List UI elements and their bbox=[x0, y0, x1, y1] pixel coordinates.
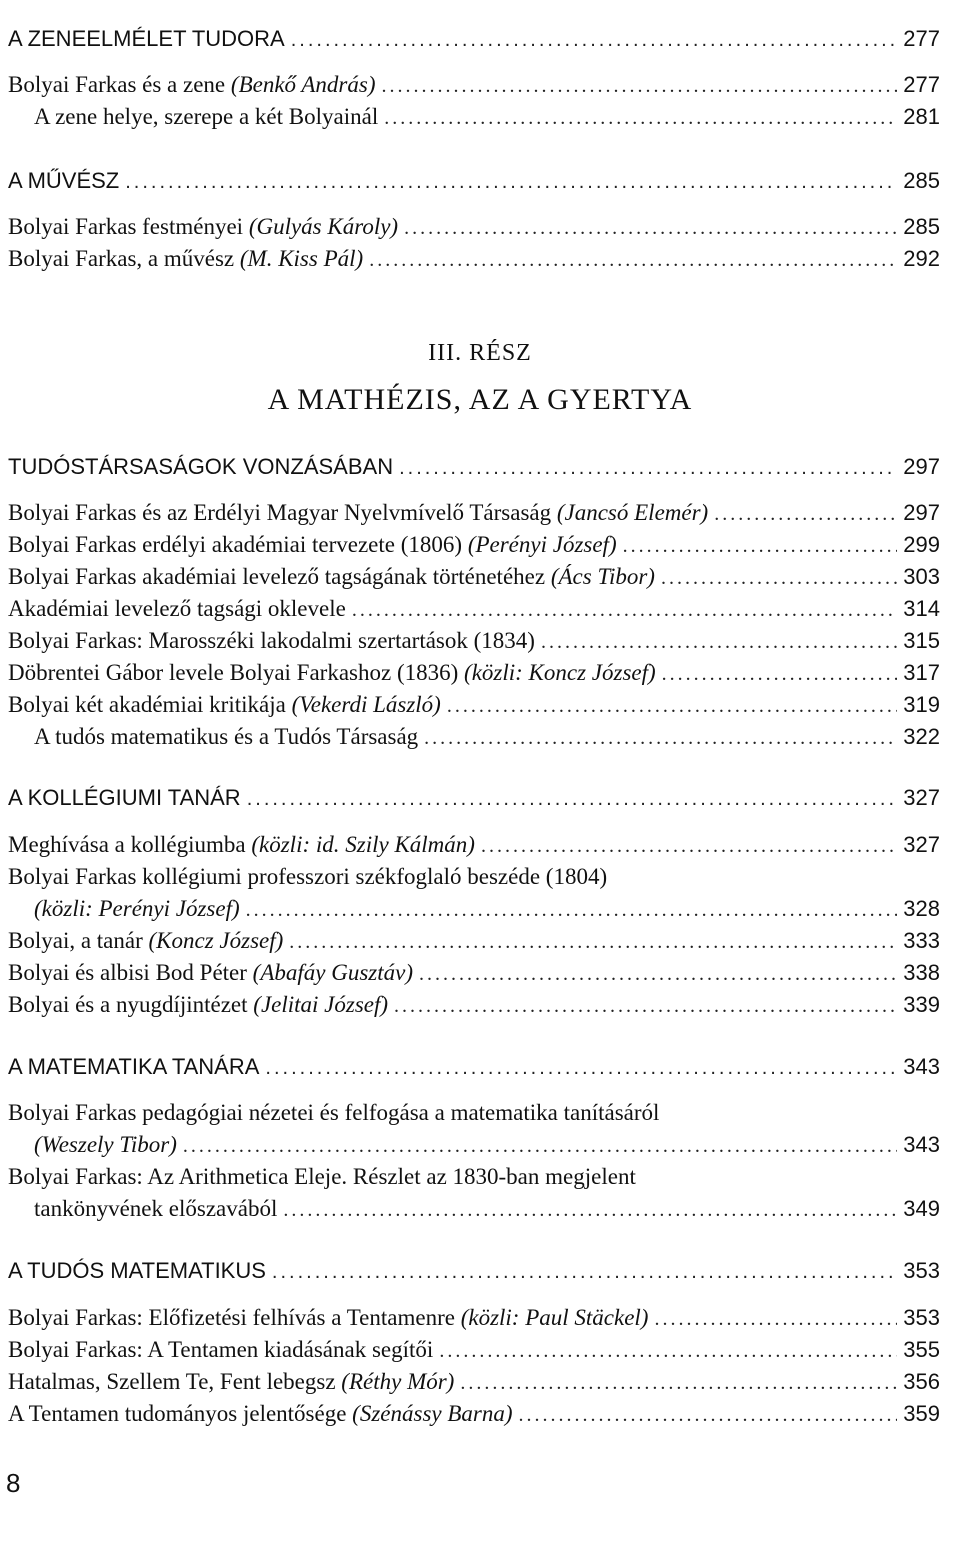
dot-leader bbox=[394, 991, 897, 1021]
dot-leader bbox=[272, 1257, 897, 1287]
entry-author: (közli: id. Szily Kálmán) bbox=[251, 832, 475, 857]
dot-leader bbox=[384, 103, 897, 133]
dot-leader bbox=[654, 1304, 897, 1334]
section-title: TUDÓSTÁRSASÁGOK VONZÁSÁBAN bbox=[8, 454, 394, 479]
entry-title: Bolyai, a tanár bbox=[8, 928, 143, 953]
page-number: 303 bbox=[903, 564, 940, 589]
page-number: 319 bbox=[903, 692, 940, 717]
entry-title-line: Bolyai Farkas: Az Arithmetica Eleje. Részlet az 1830-ban megjelent bbox=[8, 1164, 636, 1189]
page-number: 277 bbox=[903, 72, 940, 97]
entry-title: Bolyai és a nyugdíjintézet bbox=[8, 992, 248, 1017]
page-number: 355 bbox=[903, 1337, 940, 1362]
dot-leader bbox=[289, 927, 897, 957]
toc-entry bbox=[8, 70, 940, 101]
section-title: A MŰVÉSZ bbox=[8, 168, 120, 193]
entry-title: A zene helye, szerepe a két Bolyainál bbox=[34, 104, 379, 129]
section-heading bbox=[8, 1052, 940, 1083]
page-number: 314 bbox=[903, 596, 940, 621]
section-heading bbox=[8, 783, 940, 814]
dot-leader bbox=[265, 1053, 897, 1083]
entry-author: (Jancsó Elemér) bbox=[556, 500, 709, 525]
entry-author: (Gulyás Károly) bbox=[248, 214, 399, 239]
toc-entry bbox=[8, 562, 940, 593]
page-folio: 8 bbox=[6, 1468, 21, 1498]
entry-title: Bolyai Farkas: Marosszéki lakodalmi szertartások (1834) bbox=[8, 628, 535, 653]
entry-author: (Weszely Tibor) bbox=[34, 1132, 177, 1157]
entry-title: tankönyvének előszavából bbox=[34, 1196, 278, 1221]
page-number: 343 bbox=[903, 1054, 940, 1079]
entry-title: Bolyai két akadémiai kritikája bbox=[8, 692, 286, 717]
dot-leader bbox=[481, 831, 897, 861]
part-label: III. RÉSZ bbox=[428, 340, 532, 366]
dot-leader bbox=[439, 1336, 897, 1366]
dot-leader bbox=[447, 691, 897, 721]
page-number: 328 bbox=[903, 896, 940, 921]
section-heading bbox=[8, 166, 940, 197]
toc-entry bbox=[8, 926, 940, 957]
toc-entry bbox=[8, 958, 940, 989]
page-number: 349 bbox=[903, 1196, 940, 1221]
dot-leader bbox=[623, 531, 898, 561]
entry-author: (Ács Tibor) bbox=[550, 564, 655, 589]
entry-author: (M. Kiss Pál) bbox=[239, 246, 364, 271]
entry-title: Döbrentei Gábor levele Bolyai Farkashoz (1836) bbox=[8, 660, 459, 685]
entry-title-line: Bolyai Farkas pedagógiai nézetei és felfogása a matematika tanításáról bbox=[8, 1100, 660, 1125]
entry-title: Meghívása a kollégiumba bbox=[8, 832, 246, 857]
page-number: 353 bbox=[903, 1305, 940, 1330]
entry-author: (Jelitai József) bbox=[253, 992, 389, 1017]
section-title: A KOLLÉGIUMI TANÁR bbox=[8, 785, 241, 810]
dot-leader bbox=[460, 1368, 897, 1398]
page-number: 327 bbox=[903, 832, 940, 857]
dot-leader bbox=[369, 245, 897, 275]
dot-leader bbox=[541, 627, 897, 657]
entry-author: (közli: Koncz József) bbox=[464, 660, 656, 685]
toc-entry bbox=[8, 690, 940, 721]
entry-title: Bolyai Farkas erdélyi akadémiai tervezete (1806) bbox=[8, 532, 463, 557]
dot-leader bbox=[661, 563, 897, 593]
toc-entry bbox=[8, 244, 940, 275]
dot-leader bbox=[519, 1400, 898, 1430]
toc-entry bbox=[8, 530, 940, 561]
page-number: 356 bbox=[903, 1369, 940, 1394]
entry-author: (közli: Perényi József) bbox=[34, 896, 240, 921]
entry-title: Bolyai Farkas: Előfizetési felhívás a Tentamenre bbox=[8, 1305, 455, 1330]
dot-leader bbox=[424, 723, 897, 753]
dot-leader bbox=[125, 167, 897, 197]
entry-title: Hatalmas, Szellem Te, Fent lebegsz bbox=[8, 1369, 336, 1394]
toc-entry bbox=[8, 212, 940, 243]
entry-title: Bolyai Farkas festményei bbox=[8, 214, 244, 239]
toc-entry bbox=[8, 594, 940, 625]
page-number: 281 bbox=[903, 104, 940, 129]
entry-title: A Tentamen tudományos jelentősége bbox=[8, 1401, 347, 1426]
section-title: A MATEMATIKA TANÁRA bbox=[8, 1054, 260, 1079]
toc-entry bbox=[8, 658, 940, 689]
entry-title: Bolyai Farkas és a zene bbox=[8, 72, 226, 97]
toc-entry bbox=[8, 626, 940, 657]
section-heading bbox=[8, 452, 940, 483]
entry-author: (Szénássy Barna) bbox=[352, 1401, 513, 1426]
toc-entry bbox=[34, 1130, 940, 1161]
section-title: A ZENEELMÉLET TUDORA bbox=[8, 26, 285, 51]
toc-entry bbox=[34, 722, 940, 753]
dot-leader bbox=[291, 25, 898, 55]
toc-entry bbox=[34, 894, 940, 925]
toc-entry bbox=[34, 1194, 940, 1225]
page-number: 338 bbox=[903, 960, 940, 985]
page-number: 327 bbox=[903, 785, 940, 810]
section-heading bbox=[8, 1256, 940, 1287]
entry-author: (Benkő András) bbox=[230, 72, 376, 97]
dot-leader bbox=[183, 1131, 897, 1161]
entry-title: Bolyai Farkas akadémiai levelező tagságának történetéhez bbox=[8, 564, 546, 589]
page-number: 299 bbox=[903, 532, 940, 557]
part-title: A MATHÉZIS, AZ A GYERTYA bbox=[267, 383, 693, 416]
entry-author: (Abafáy Gusztáv) bbox=[252, 960, 413, 985]
dot-leader bbox=[246, 895, 898, 925]
page-number: 292 bbox=[903, 246, 940, 271]
toc-entry bbox=[8, 990, 940, 1021]
section-heading bbox=[8, 24, 940, 55]
page-number: 343 bbox=[903, 1132, 940, 1157]
page-number: 285 bbox=[903, 214, 940, 239]
page-number: 277 bbox=[903, 26, 940, 51]
toc-entry bbox=[8, 1399, 940, 1430]
entry-title-line: Bolyai Farkas kollégiumi professzori székfoglaló beszéde (1804) bbox=[8, 864, 608, 889]
section-title: A TUDÓS MATEMATIKUS bbox=[8, 1258, 266, 1283]
entry-author: (Koncz József) bbox=[148, 928, 284, 953]
entry-title: Bolyai Farkas: A Tentamen kiadásának segítői bbox=[8, 1337, 434, 1362]
entry-author: (Réthy Mór) bbox=[341, 1369, 455, 1394]
page-number: 297 bbox=[903, 500, 940, 525]
page-number: 317 bbox=[903, 660, 940, 685]
entry-title: A tudós matematikus és a Tudós Társaság bbox=[34, 724, 419, 749]
page-number: 285 bbox=[903, 168, 940, 193]
dot-leader bbox=[247, 784, 898, 814]
entry-title: Bolyai és albisi Bod Péter bbox=[8, 960, 247, 985]
entry-author: (közli: Paul Stäckel) bbox=[460, 1305, 649, 1330]
entry-title: Bolyai Farkas, a művész bbox=[8, 246, 235, 271]
page-number: 322 bbox=[903, 724, 940, 749]
dot-leader bbox=[352, 595, 897, 625]
entry-title: Bolyai Farkas és az Erdélyi Magyar Nyelvmívelő Társaság bbox=[8, 500, 552, 525]
dot-leader bbox=[714, 499, 897, 529]
page-number: 359 bbox=[903, 1401, 940, 1426]
entry-title: Akadémiai levelező tagsági oklevele bbox=[8, 596, 346, 621]
page-number: 315 bbox=[903, 628, 940, 653]
toc-entry bbox=[8, 1303, 940, 1334]
toc-entry bbox=[8, 830, 940, 861]
page-number: 353 bbox=[903, 1258, 940, 1283]
dot-leader bbox=[404, 213, 897, 243]
page-number: 339 bbox=[903, 992, 940, 1017]
toc-entry bbox=[34, 102, 940, 133]
toc-entry bbox=[8, 498, 940, 529]
dot-leader bbox=[662, 659, 898, 689]
toc-entry bbox=[8, 1335, 940, 1366]
page-number: 333 bbox=[903, 928, 940, 953]
dot-leader bbox=[419, 959, 897, 989]
dot-leader bbox=[283, 1195, 897, 1225]
toc-entry bbox=[8, 1367, 940, 1398]
dot-leader bbox=[399, 453, 897, 483]
dot-leader bbox=[381, 71, 897, 101]
entry-author: (Vekerdi László) bbox=[291, 692, 441, 717]
page-number: 297 bbox=[903, 454, 940, 479]
entry-author: (Perényi József) bbox=[467, 532, 617, 557]
